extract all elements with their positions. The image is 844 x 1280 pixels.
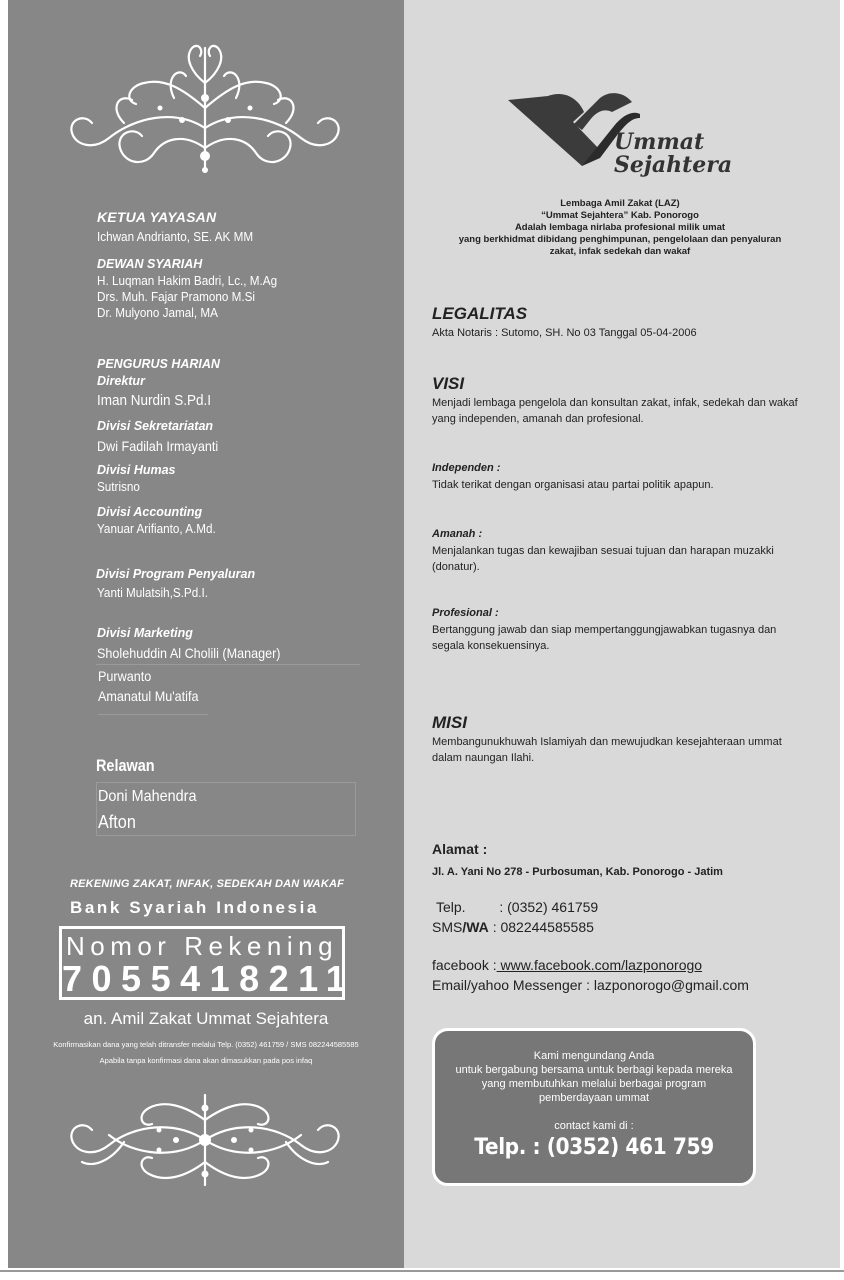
wa-row [432,917,594,937]
desc-line: zakat, infak sedekah dan wakaf [549,246,691,257]
facebook-link[interactable]: www.facebook.com/lazponorogo [496,957,703,973]
misi-text: Membangunukhuwah Islamiyah dan mewujudkan kesejahteraan ummat dalam naungan Ilahi. [432,736,782,764]
independen-title: Independen : [432,462,501,474]
relawan-member: Doni Mahendra [98,788,197,805]
invite-contact-label: contact kami di : [554,1120,634,1132]
nomor-rekening-label: Nomor Rekening [65,931,339,961]
desc-line: yang berkhidmat dibidang penghimpunan, pengelolaan dan penyaluran [458,234,782,245]
invite-line: untuk bergabung bersama untuk berbagi kepada mereka [455,1064,733,1076]
accounting-name: Yanuar Arifianto, A.Md. [97,521,216,536]
right-panel [404,0,840,1268]
invite-line: yang membutuhkan melalui berbagai program [481,1078,707,1090]
bank-name: Bank Syariah Indonesia [70,898,319,917]
wa-label: /WA [462,919,489,935]
legalitas-text: Akta Notaris : Sutomo, SH. No 03 Tanggal 05-04-2006 [432,327,697,339]
telp-label: Telp. [436,899,466,915]
marketing-member: Amanatul Mu'atifa [98,688,199,704]
wa-value: : 082244585585 [492,919,594,935]
bottom-rule [0,1270,844,1272]
org-description [420,198,820,258]
amanah-text: Menjalankan tugas dan kewajiban sesuai tujuan dan harapan muzakki (donatur). [432,545,774,573]
dewan-member: H. Luqman Hakim Badri, Lc., M.Ag [97,273,278,288]
rekening-title: REKENING ZAKAT, INFAK, SEDEKAH DAN WAKAF [70,878,345,890]
alamat-title: Alamat : [432,841,488,857]
konfirmasi-note: Apabila tanpa konfirmasi dana akan dimasukkan pada pos infaq [99,1056,313,1065]
humas-name: Sutrisno [97,479,140,494]
desc-line: “Ummat Sejahtera” Kab. Ponorogo [541,210,699,221]
pengurus-heading: PENGURUS HARIAN [97,357,220,371]
nomor-rekening-value: 7055418211 [62,958,356,999]
amanah-title: Amanah : [432,528,483,540]
left-panel [8,0,404,1268]
relawan-member: Afton [98,812,136,832]
facebook-label: facebook : [432,957,497,973]
legalitas-title: LEGALITAS [432,304,528,323]
konfirmasi-note: Konfirmasikan dana yang telah ditransfer melalui Telp. (0352) 461759 / SMS 082244585585 [53,1040,359,1049]
atas-nama: an. Amil Zakat Ummat Sejahtera [83,1009,329,1028]
sekretariatan-role: Divisi Sekretariatan [97,419,214,433]
humas-role: Divisi Humas [97,463,176,477]
invite-telp: Telp. : (0352) 461 759 [474,1135,714,1160]
email-row [432,975,749,995]
marketing-role: Divisi Marketing [97,626,193,640]
invite-box [432,1028,756,1186]
ketua-name: Ichwan Andrianto, SE. AK MM [97,229,254,244]
penyaluran-role: Divisi Program Penyaluran [96,567,256,581]
brand-name-line2: Sejahtera [614,152,733,178]
invite-line: Kami mengundang Anda [533,1050,655,1062]
penyaluran-name: Yanti Mulatsih,S.Pd.I. [97,585,208,600]
nomor-rekening-box [59,926,356,1000]
facebook-row [432,955,702,975]
telp-row [436,897,598,917]
marketing-member: Sholehuddin Al Cholili (Manager) [97,645,281,661]
relawan-heading: Relawan [96,756,155,775]
independen-text: Tidak terikat dengan organisasi atau partai politik apapun. [432,479,714,491]
dewan-heading: DEWAN SYARIAH [97,257,203,271]
alamat-address: Jl. A. Yani No 278 - Purbosuman, Kab. Ponorogo - Jatim [432,866,723,878]
invite-line: pemberdayaan ummat [538,1092,650,1104]
desc-line: Adalah lembaga nirlaba profesional milik umat [514,222,726,233]
sekretariatan-name: Dwi Fadilah Irmayanti [97,438,219,454]
profesional-text: Bertanggung jawab dan siap mempertanggungjawabkan tugasnya dan segala konsekuensinya. [432,624,777,652]
sms-label: SMS [432,919,463,935]
divider [96,664,360,665]
visi-title: VISI [432,374,465,393]
bottom-ornament [64,1090,346,1190]
marketing-member: Purwanto [98,668,152,684]
divider [98,714,208,715]
top-ornament [64,38,346,178]
ketua-heading: KETUA YAYASAN [97,209,217,225]
telp-value: : (0352) 461759 [499,899,599,915]
accounting-role: Divisi Accounting [97,505,203,519]
dewan-member: Dr. Mulyono Jamal, MA [97,305,218,320]
misi-title: MISI [432,713,467,732]
direktur-role: Direktur [97,374,145,388]
profesional-title: Profesional : [432,607,499,619]
dewan-member: Drs. Muh. Fajar Pramono M.Si [97,289,255,304]
brand-name-line1: Ummat [614,129,705,155]
desc-line: Lembaga Amil Zakat (LAZ) [560,198,680,209]
email-link[interactable]: lazponorogo@gmail.com [589,977,749,993]
email-label: Email/yahoo Messenger : [432,977,590,993]
visi-text: Menjadi lembaga pengelola dan konsultan zakat, infak, sedekah dan wakaf yang independen, amanah dan profesional. [432,397,798,425]
direktur-name: Iman Nurdin S.Pd.I [97,392,212,409]
